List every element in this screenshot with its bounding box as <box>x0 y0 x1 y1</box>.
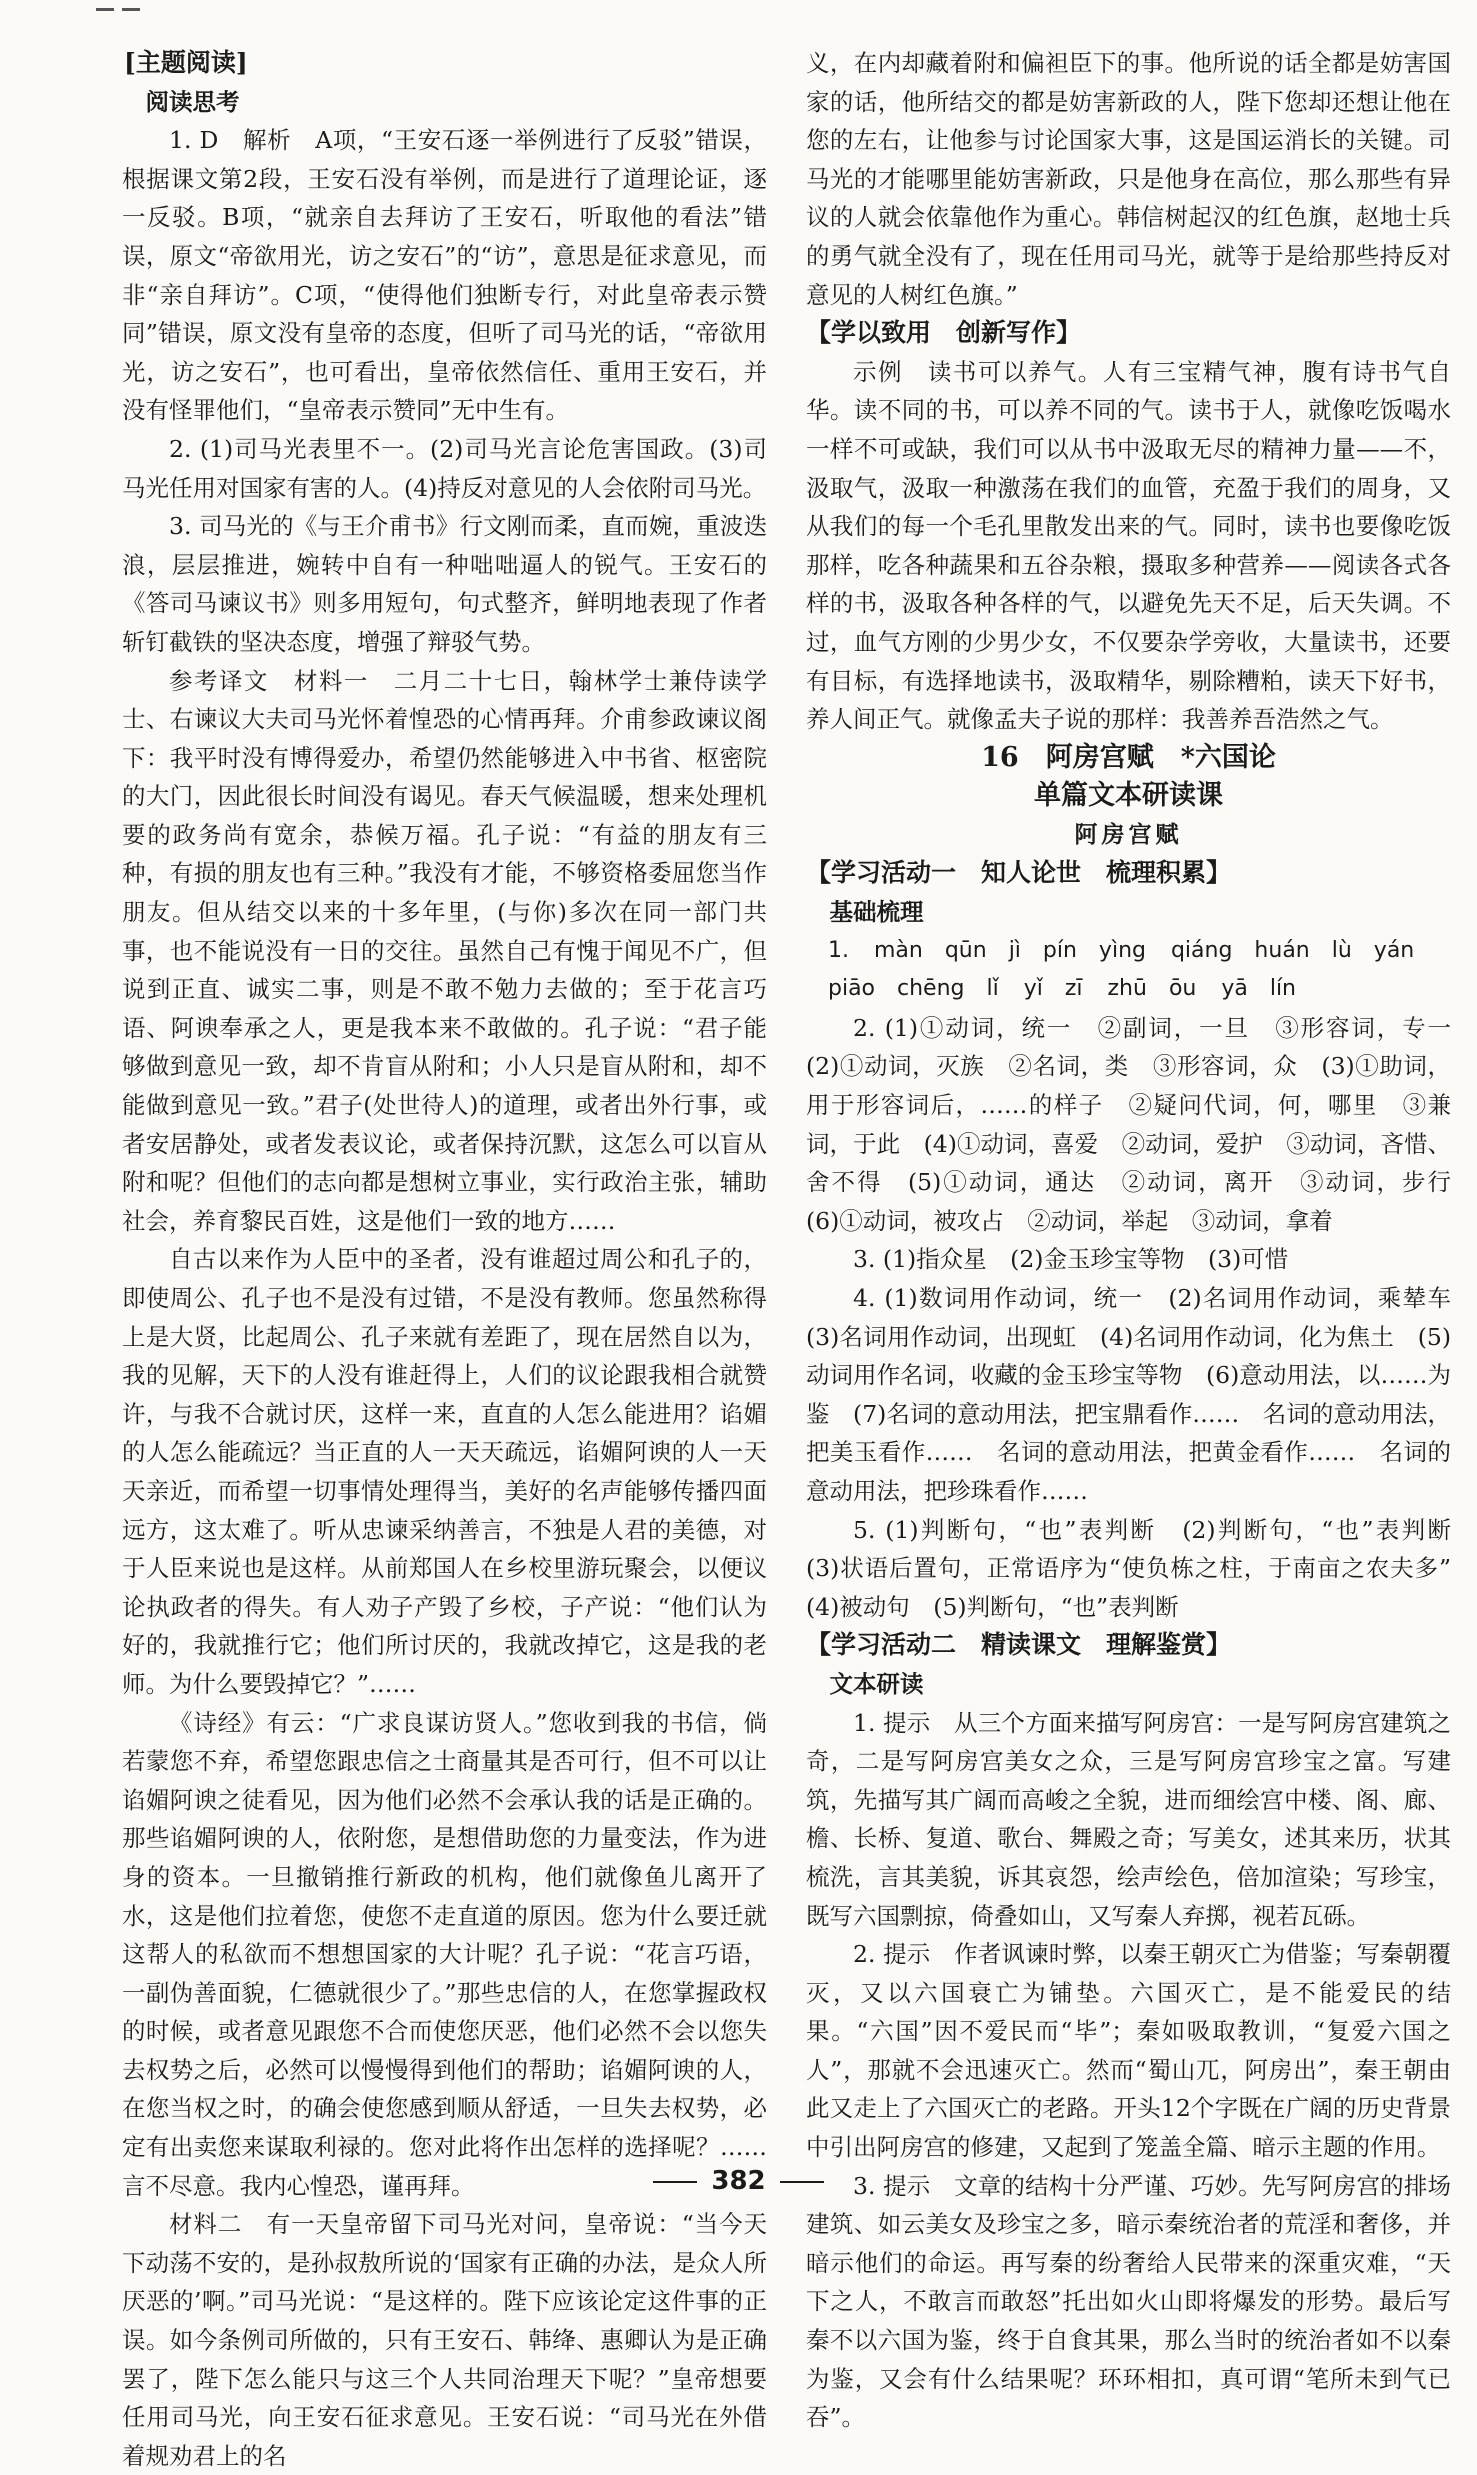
page-number-dash <box>653 2181 697 2183</box>
page-number-text: 382 <box>711 2166 766 2196</box>
section-header: [主题阅读] <box>124 48 248 77</box>
section-header: 【学习活动一 知人论世 梳理积累】 <box>806 858 1232 888</box>
course-title: 单篇文本研读课 <box>1034 780 1223 812</box>
answer-2: 2. (1)司马光表里不一。(2)司马光言论危害国政。(3)司马光任用对国家有害的人。(4)持反对意见的人会依附司马光。 <box>122 434 767 502</box>
answer-3: 3. (1)指众星 (2)金玉珍宝等物 (3)可惜 <box>853 1245 1289 1274</box>
subheader: 基础梳理 <box>829 898 924 927</box>
page-number-dash <box>780 2181 824 2183</box>
text-title: 阿房宫赋 <box>1074 820 1183 848</box>
reading-answer-1: 1. 提示 从三个方面来描写阿房宫：一是写阿房宫建筑之奇，二是写阿房宫美女之众，三是写阿房宫珍宝之富。写建筑，先描写其广阔而高峻之全貌，进而细绘宫中楼、阁、廊、檐、长桥、复道、歌台、舞殿之奇；写美女，述其来历，状其梳洗，言其美貌，诉其哀怨，绘声绘色，倍加渲染；写珍宝，既写六国剽掠，倚叠如山，又写秦人弃掷，视若瓦砾。 <box>806 1708 1451 1930</box>
writing-example: 示例 读书可以养气。人有三宝精气神，腹有诗书气自华。读不同的书，可以养不同的气。读书于人，就像吃饭喝水一样不可或缺，我们可以从书中汲取无尽的精神力量——不，汲取气，汲取一种激荡在我们的血管，充盈于我们的周身，又从我们的每一个毛孔里散发出来的气。同时，读书也要像吃饭那样，吃各种蔬果和五谷杂粮，摄取多种营养——阅读各式各样的书，汲取各种各样的气，以避免先天不足，后天失调。不过，血气方刚的少男少女，不仅要杂学旁收，大量读书，还要有目标，有选择地读书，汲取精华，剔除糟粕，读天下好书，养人间正气。就像孟夫子说的那样：我善养吾浩然之气。 <box>806 357 1451 734</box>
section-header: 【学习活动二 精读课文 理解鉴赏】 <box>806 1630 1232 1660</box>
translation-material-1: 参考译文 材料一 二月二十七日，翰林学士兼侍读学士、右谏议大夫司马光怀着惶恐的心情再拜。介甫参政谏议阁下：我平时没有博得爱办，希望仍然能够进入中书省、枢密院的大门，因此很长时间没有谒见。春天气候温暖，想来处理机要的政务尚有宽余，恭候万福。孔子说：“有益的朋友有三种，有损的朋友也有三种。”我没有才能，不够资格委屈您当作朋友。但从结交以来的十多年里，(与你)多次在同一部门共事，也不能说没有一日的交往。虽然自己有愧于闻见不广，但说到正直、诚实二事，则是不敢不勉力去做的；至于花言巧语、阿谀奉承之人，更是我本来不敢做的。孔子说：“君子能够做到意见一致，却不肯盲从附和；小人只是盲从附和，却不能做到意见一致。”君子(处世待人)的道理，或者出外行事，或者安居静处，或者发表议论，或者保持沉默，这怎么可以盲从附和呢？但他们的志向都是想树立事业，实行政治主张，辅助社会，养育黎民百姓，这是他们一致的地方…… <box>122 666 767 1235</box>
answer-1: 1. D 解析 A项，“王安石逐一举例进行了反驳”错误，根据课文第2段，王安石没有举例，而是进行了道理论证，逐一反驳。B项，“就亲自去拜访了王安石，听取他的看法”错误，原文“帝欲用光，访之安石”的“访”，意思是征求意见，而非“亲自拜访”。C项，“使得他们独断专行，对此皇帝表示赞同”错误，原文没有皇帝的态度，但听了司马光的话，“帝欲用光，访之安石”，也可看出，皇帝依然信任、重用王安石，并没有怪罪他们，“皇帝表示赞同”无中生有。 <box>122 126 767 425</box>
pinyin-line: 1. màn qūn jì pín yìng qiáng huán lù yán <box>828 937 1415 963</box>
right-column <box>806 44 1475 2437</box>
subheader: 阅读思考 <box>145 87 240 116</box>
pinyin-line: piāo chēng lǐ yǐ zī zhū ōu yā lín <box>828 976 1297 1002</box>
left-column <box>122 44 767 2475</box>
translation-paragraph: 《诗经》有云：“广求良谋访贤人。”您收到我的书信，倘若蒙您不弃，希望您跟忠信之士商量其是否可行，但不可以让谄媚阿谀之徒看见，因为他们必然不会承认我的话是正确的。那些谄媚阿谀的人，依附您，是想借助您的力量变法，作为进身的资本。一旦撤销推行新政的机构，他们就像鱼儿离开了水，这是他们拉着您，使您不走直道的原因。您为什么要迁就这帮人的私欲而不想想国家的大计呢？孔子说：“花言巧语，一副伪善面貌，仁德就很少了。”那些忠信的人，在您掌握政权的时候，或者意见跟您不合而使您厌恶，他们必然不会以您失去权势之后，必然可以慢慢得到他们的帮助；谄媚阿谀的人，在您当权之时，的确会使您感到顺从舒适，一旦失去权势，必定有出卖您来谋取利禄的。您对此将作出怎样的选择呢？……言不尽意。我内心惶恐，谨再拜。 <box>122 1708 767 2200</box>
translation-continued: 义，在内却藏着附和偏袒臣下的事。他所说的话全都是妨害国家的话，他所结交的都是妨害新政的人，陛下您却还想让他在您的左右，让他参与讨论国家大事，这是国运消长的关键。司马光的才能哪里能妨害新政，只是他身在高位，那么那些有异议的人就会依靠他作为重心。韩信树起汉的红色旗，赵地士兵的勇气就全没有了，现在任用司马光，就等于是给那些持反对意见的人树红色旗。” <box>806 49 1451 309</box>
translation-material-2: 材料二 有一天皇帝留下司马光对问，皇帝说：“当今天下动荡不安的，是孙叔敖所说的‘国家有正确的办法，是众人所厌恶的’啊。”司马光说：“是这样的。陛下应该论定这件事的正误。如今条例司所做的，只有王安石、韩绛、惠卿认为是正确罢了，陛下怎么能只与这三个人共同治理天下呢？”皇帝想要任用司马光，向王安石征求意见。王安石说：“司马光在外借着规劝君上的名 <box>122 2210 767 2470</box>
reading-answer-2: 2. 提示 作者讽谏时弊，以秦王朝灭亡为借鉴；写秦朝覆灭，又以六国衰亡为铺垫。六国灭亡，是不能爱民的结果。“六国”因不爱民而“毕”；秦如吸取教训，“复爱六国之人”，那就不会迅速灭亡。然而“蜀山兀，阿房出”，秦王朝由此又走上了六国灭亡的老路。开头12个字既在广阔的历史背景中引出阿房宫的修建，又起到了笼盖全篇、暗示主题的作用。 <box>806 1940 1451 2162</box>
translation-paragraph: 自古以来作为人臣中的圣者，没有谁超过周公和孔子的，即使周公、孔子也不是没有过错，不是没有教师。您虽然称得上是大贤，比起周公、孔子来就有差距了，现在居然自以为，我的见解，天下的人没有谁赶得上，人们的议论跟我相合就赞许，与我不合就讨厌，这样一来，直直的人怎么能进用？谄媚的人怎么能疏远？当正直的人一天天疏远，谄媚阿谀的人一天天亲近，而希望一切事情处理得当，美好的名声能够传播四面远方，这太难了。听从忠谏采纳善言，不独是人君的美德，对于人臣来说也是这样。从前郑国人在乡校里游玩聚会，以便议论执政者的得失。有人劝子产毁了乡校，子产说：“他们认为好的，我就推行它；他们所讨厌的，我就改掉它，这是我的老师。为什么要毁掉它？”…… <box>122 1245 767 1698</box>
top-rule-mark <box>96 8 114 11</box>
answer-5: 5. (1)判断句，“也”表判断 (2)判断句，“也”表判断 (3)状语后置句，正常语序为“使负栋之柱，于南亩之农夫多” (4)被动句 (5)判断句，“也”表判断 <box>806 1515 1475 1621</box>
answer-4: 4. (1)数词用作动词，统一 (2)名词用作动词，乘辇车 (3)名词用作动词，出现虹 (4)名词用作动词，化为焦土 (5)动词用作名词，收藏的金玉珍宝等物 (6)意动用法，以……为鉴 (7)名词的意动用法，把宝鼎看作…… 名词的意动用法，把美玉看作…… 名词的意动用法，把黄金看作…… 名词的意动用法，把珍珠看作…… <box>806 1284 1475 1505</box>
section-header: 【学以致用 创新写作】 <box>806 318 1082 348</box>
top-rule-mark <box>122 8 140 11</box>
lesson-title: 16 阿房宫赋 *六国论 <box>981 741 1276 773</box>
answer-3: 3. 司马光的《与王介甫书》行文刚而柔，直而婉，重波迭浪，层层推进，婉转中自有一种咄咄逼人的锐气。王安石的《答司马谏议书》则多用短句，句式整齐，鲜明地表现了作者斩钉截铁的坚决态度，增强了辩驳气势。 <box>122 512 767 656</box>
reading-answer-3: 3. 提示 文章的结构十分严谨、巧妙。先写阿房宫的排场建筑、如云美女及珍宝之多，暗示秦统治者的荒淫和奢侈，并暗示他们的命运。再写秦的纷奢给人民带来的深重灾难，“天下之人，不敢言而敢怒”托出如火山即将爆发的形势。最后写秦不以六国为鉴，终于自食其果，那么当时的统治者如不以秦为鉴，又会有什么结果呢？环环相扣，真可谓“笔所未到气已吞”。 <box>806 2171 1451 2432</box>
answer-2: 2. (1)①动词，统一 ②副词，一旦 ③形容词，专一 (2)①动词，灭族 ②名词，类 ③形容词，众 (3)①助词，用于形容词后，……的样子 ②疑问代词，何，哪里 ③兼词，于此 (4)①动词，喜爱 ②动词，爱护 ③动词，吝惜、舍不得 (5)①动词，通达 ②动词，离开 ③动词，步行 (6)①动词，被攻占 ②动词，举起 ③动词，拿着 <box>806 1013 1475 1235</box>
page-number <box>0 2166 1477 2196</box>
subheader: 文本研读 <box>829 1669 924 1698</box>
